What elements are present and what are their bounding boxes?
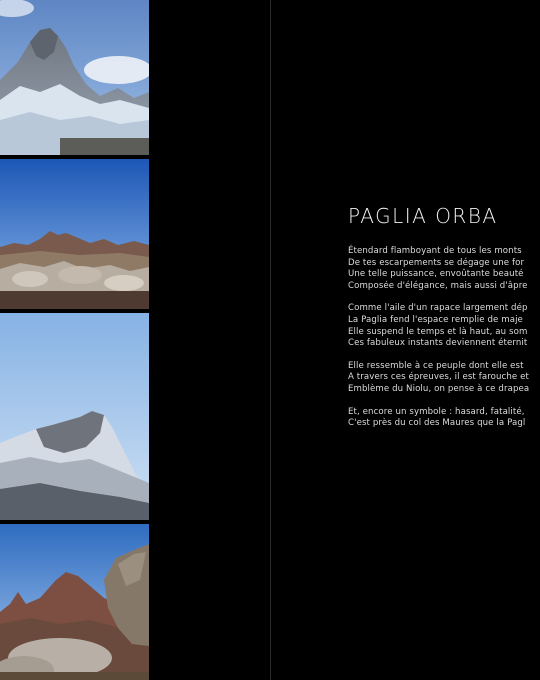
stanza-1 [348, 246, 540, 292]
poem-block [348, 204, 540, 441]
poem-line: La Paglia fend l'espace remplie de maje [348, 314, 523, 325]
poem-line: Elle ressemble à ce peuple dont elle est [348, 360, 524, 371]
poem-line: De tes escarpements se dégage une for [348, 257, 525, 268]
snowy-ridge-photo [0, 313, 149, 520]
red-peaks-boulders-photo [0, 524, 149, 680]
snowy-peak-photo [0, 0, 149, 155]
poem-line: Composée d'élégance, mais aussi d'âpre [348, 280, 528, 291]
photo-strip [0, 0, 149, 680]
stanza-4 [348, 407, 540, 430]
poem-line: Emblème du Niolu, on pense à ce drapea [348, 383, 530, 394]
poem-line: Elle suspend le temps et là haut, au som [348, 326, 528, 337]
poem-line: Ces fabuleux instants deviennent éternit [348, 338, 528, 349]
poem-line: Une telle puissance, envoûtante beauté [348, 269, 524, 280]
poem-title: PAGLIA ORBA [348, 204, 498, 228]
stanza-3 [348, 361, 540, 396]
rocky-plateau-photo [0, 159, 149, 309]
poem-line: A travers ces épreuves, il est farouche et [348, 372, 530, 383]
poem-line: Étendard flamboyant de tous les monts [348, 246, 522, 256]
stanza-2 [348, 303, 540, 349]
page-gutter [270, 0, 271, 680]
poem-line: Comme l'aile d'un rapace largement dép [348, 303, 528, 314]
poem-line: C'est près du col des Maures que la Pagl [348, 418, 526, 429]
poem-line: Et, encore un symbole : hasard, fatalité, [348, 406, 525, 417]
